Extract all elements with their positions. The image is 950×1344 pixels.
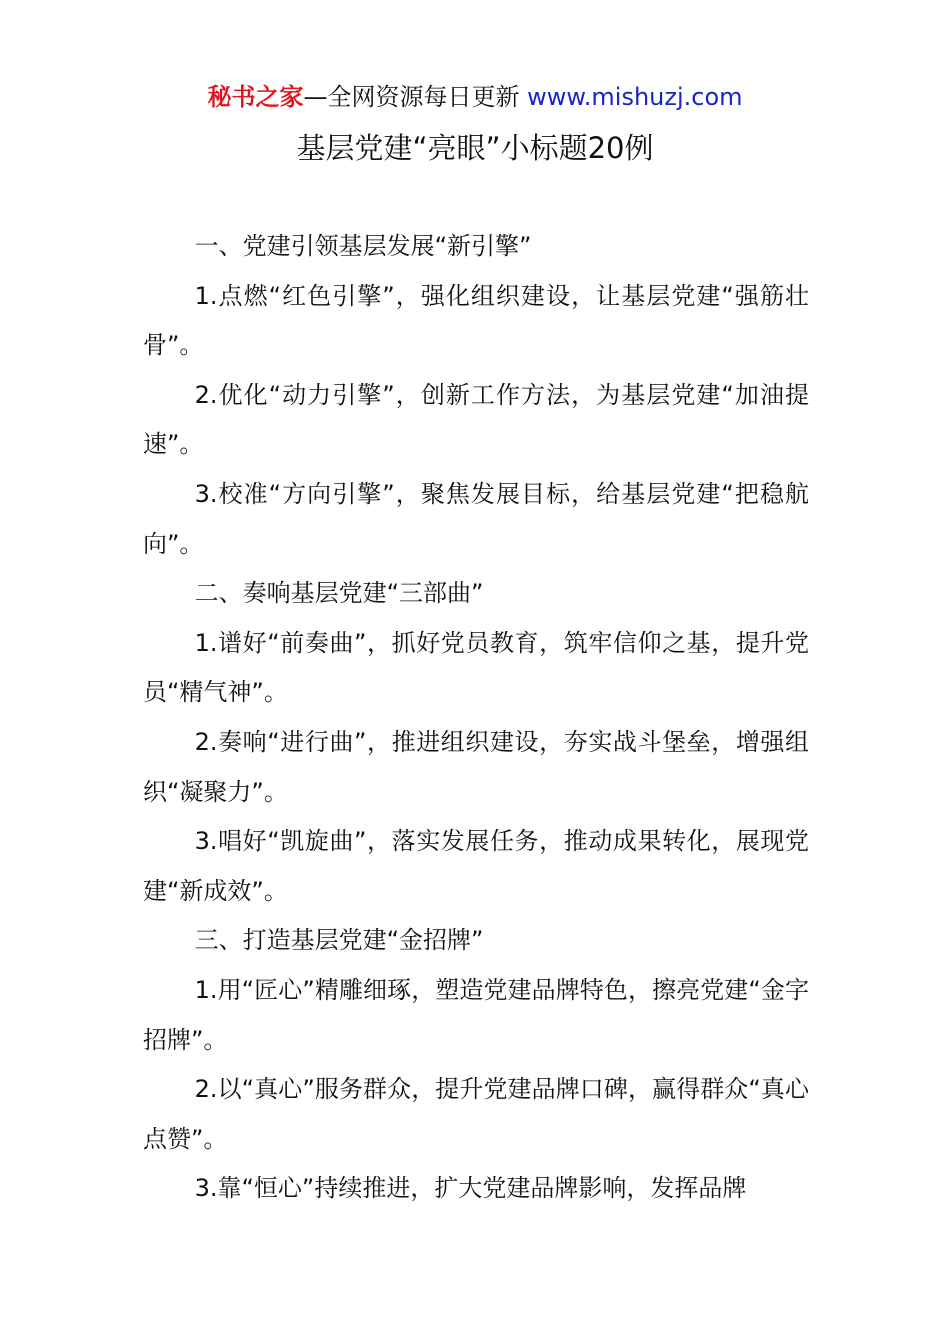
paragraph: 1.用“匠心”精雕细琢，塑造党建品牌特色，擦亮党建“金字招牌”。 — [143, 975, 809, 1054]
paragraph: 1.谱好“前奏曲”，抓好党员教育，筑牢信仰之基，提升党员“精气神”。 — [143, 628, 809, 707]
paragraph: 2.优化“动力引擎”，创新工作方法，为基层党建“加油提速”。 — [143, 380, 809, 459]
section-heading-2: 二、奏响基层党建“三部曲” — [194, 579, 484, 608]
brand-name: 秘书之家 — [207, 83, 304, 111]
paragraph: 3.唱好“凯旋曲”，落实发展任务，推动成果转化，展现党建“新成效”。 — [143, 827, 809, 905]
paragraph: 3.靠“恒心”持续推进，扩大党建品牌影响，发挥品牌 — [194, 1174, 747, 1203]
header-tagline: —全网资源每日更新 — [303, 83, 528, 111]
paragraph: 2.以“真心”服务群众，提升党建品牌口碑，赢得群众“真心点赞”。 — [143, 1075, 809, 1153]
paragraph: 2.奏响“进行曲”，推进组织建设，夯实战斗堡垒，增强组织“凝聚力”。 — [143, 727, 809, 806]
section-heading-1: 一、党建引领基层发展“新引擎” — [194, 232, 532, 260]
section-heading-3: 三、打造基层党建“金招牌” — [194, 926, 484, 955]
document-body — [143, 222, 809, 1214]
paragraph: 3.校准“方向引擎”，聚焦发展目标，给基层党建“把稳航向”。 — [143, 479, 809, 558]
site-header — [0, 80, 950, 114]
document-title: 基层党建“亮眼”小标题20例 — [296, 131, 654, 165]
site-url-link[interactable]: www.mishuzj.com — [527, 83, 743, 111]
paragraph: 1.点燃“红色引擎”，强化组织建设，让基层党建“强筋壮骨”。 — [143, 281, 809, 360]
